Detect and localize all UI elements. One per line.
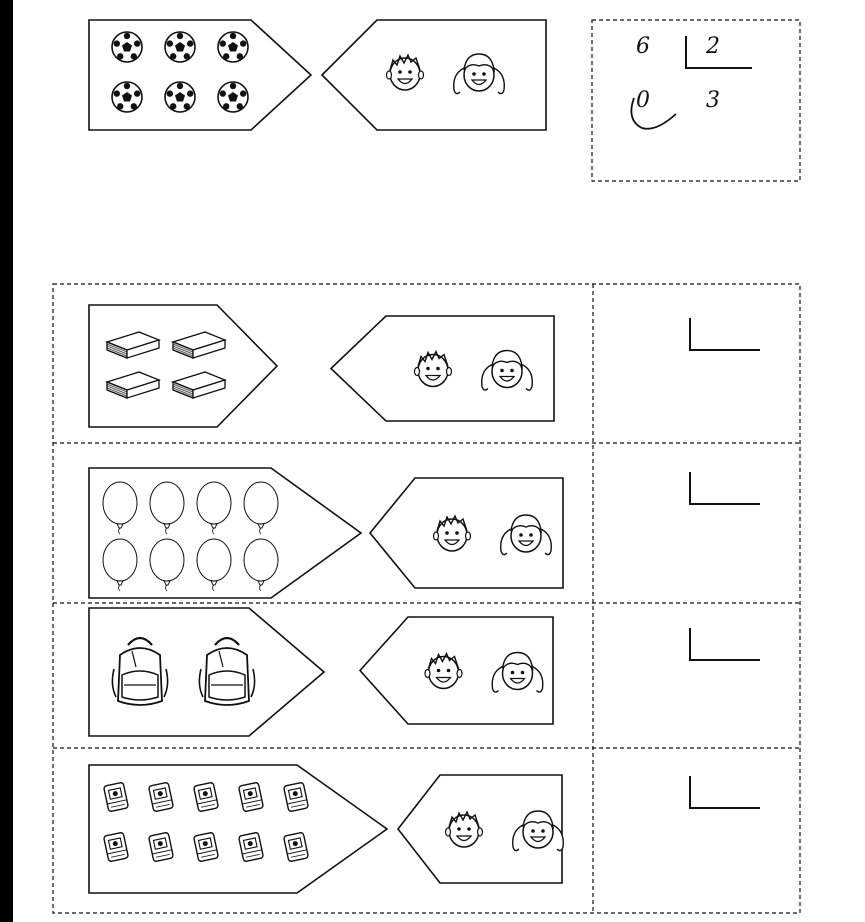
division-bracket bbox=[690, 318, 760, 350]
division-bracket bbox=[690, 628, 760, 660]
soccer-ball-icon bbox=[218, 82, 248, 112]
example-answer-box bbox=[592, 20, 800, 181]
children-card bbox=[322, 20, 546, 130]
soccer-ball-icon bbox=[112, 32, 142, 62]
example-row bbox=[89, 20, 800, 181]
example-quotient: 3 bbox=[706, 88, 720, 113]
items-card bbox=[89, 305, 277, 427]
exercise-table bbox=[53, 284, 800, 913]
soccer-ball-icon bbox=[218, 32, 248, 62]
items-card bbox=[89, 765, 387, 893]
exercise-row-1 bbox=[89, 305, 760, 427]
soccer-ball-icon bbox=[165, 32, 195, 62]
division-bracket bbox=[690, 776, 760, 808]
exercise-row-3 bbox=[89, 608, 760, 736]
soccer-ball-icon bbox=[165, 82, 195, 112]
exercise-row-2 bbox=[89, 468, 760, 598]
soccer-ball-icon bbox=[112, 82, 142, 112]
example-remainder: 0 bbox=[636, 88, 650, 113]
example-dividend: 6 bbox=[636, 34, 650, 59]
example-divisor: 2 bbox=[706, 34, 720, 59]
division-bracket bbox=[690, 472, 760, 504]
exercise-row-4 bbox=[89, 765, 760, 893]
